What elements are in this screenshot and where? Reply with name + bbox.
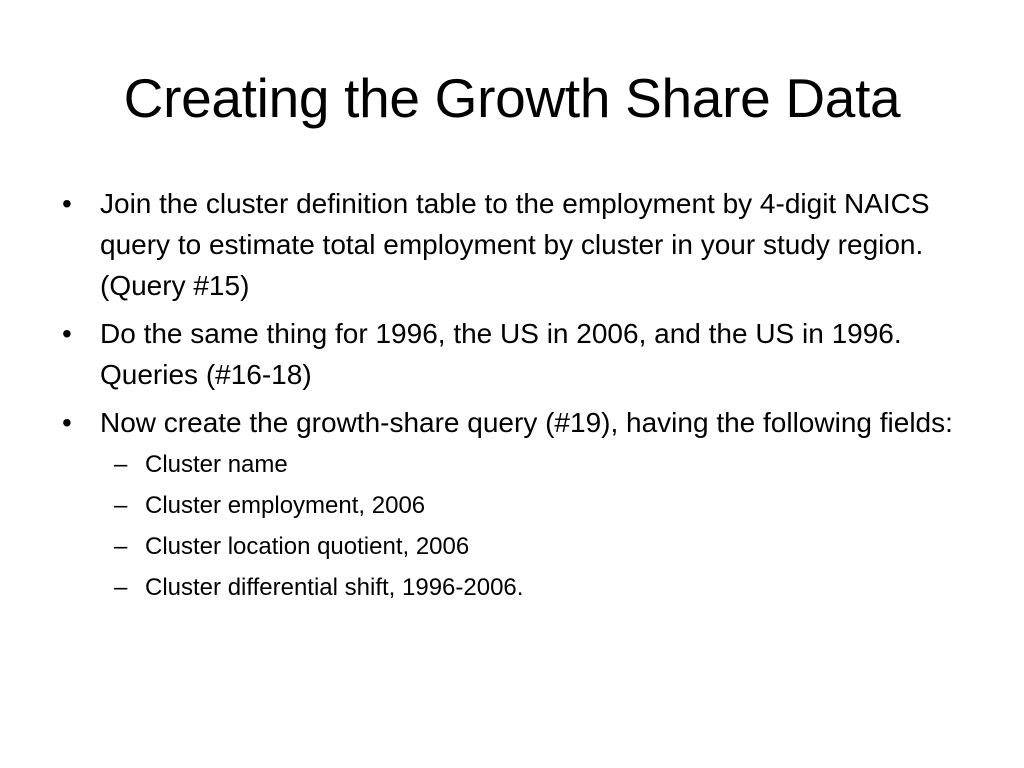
bullet-marker: • <box>62 318 72 349</box>
sub-bullet-text: Cluster differential shift, 1996-2006. <box>145 574 524 601</box>
sub-bullet-text: Cluster location quotient, 2006 <box>145 533 470 560</box>
sub-bullet-item-2 <box>100 488 962 524</box>
bullet-item-1 <box>62 183 962 306</box>
sub-bullet-text: Cluster employment, 2006 <box>145 492 426 519</box>
sub-bullet-marker: – <box>114 451 128 478</box>
bullet-list <box>62 183 962 613</box>
slide-title: Creating the Growth Share Data <box>123 67 901 129</box>
bullet-text: Do the same thing for 1996, the US in 2006, and the US in 1996. Queries (#16-18) <box>100 318 902 390</box>
bullet-marker: • <box>62 188 72 219</box>
sub-bullet-item-4 <box>100 570 962 606</box>
bullet-text: Now create the growth-share query (#19), having the following fields: <box>100 407 953 438</box>
sub-bullet-marker: – <box>114 492 128 519</box>
sub-bullet-item-3 <box>100 529 962 565</box>
bullet-text: Join the cluster definition table to the employment by 4-digit NAICS query to estimate total employment by cluster in your study region. (Query #15) <box>100 188 930 301</box>
bullet-marker: • <box>62 407 72 438</box>
sub-bullet-item-1 <box>100 447 962 483</box>
sub-bullet-marker: – <box>114 574 128 601</box>
sub-bullet-list <box>100 447 962 606</box>
sub-bullet-marker: – <box>114 533 128 560</box>
bullet-item-3 <box>62 402 962 606</box>
sub-bullet-text: Cluster name <box>145 451 288 478</box>
bullet-item-2 <box>62 313 962 395</box>
